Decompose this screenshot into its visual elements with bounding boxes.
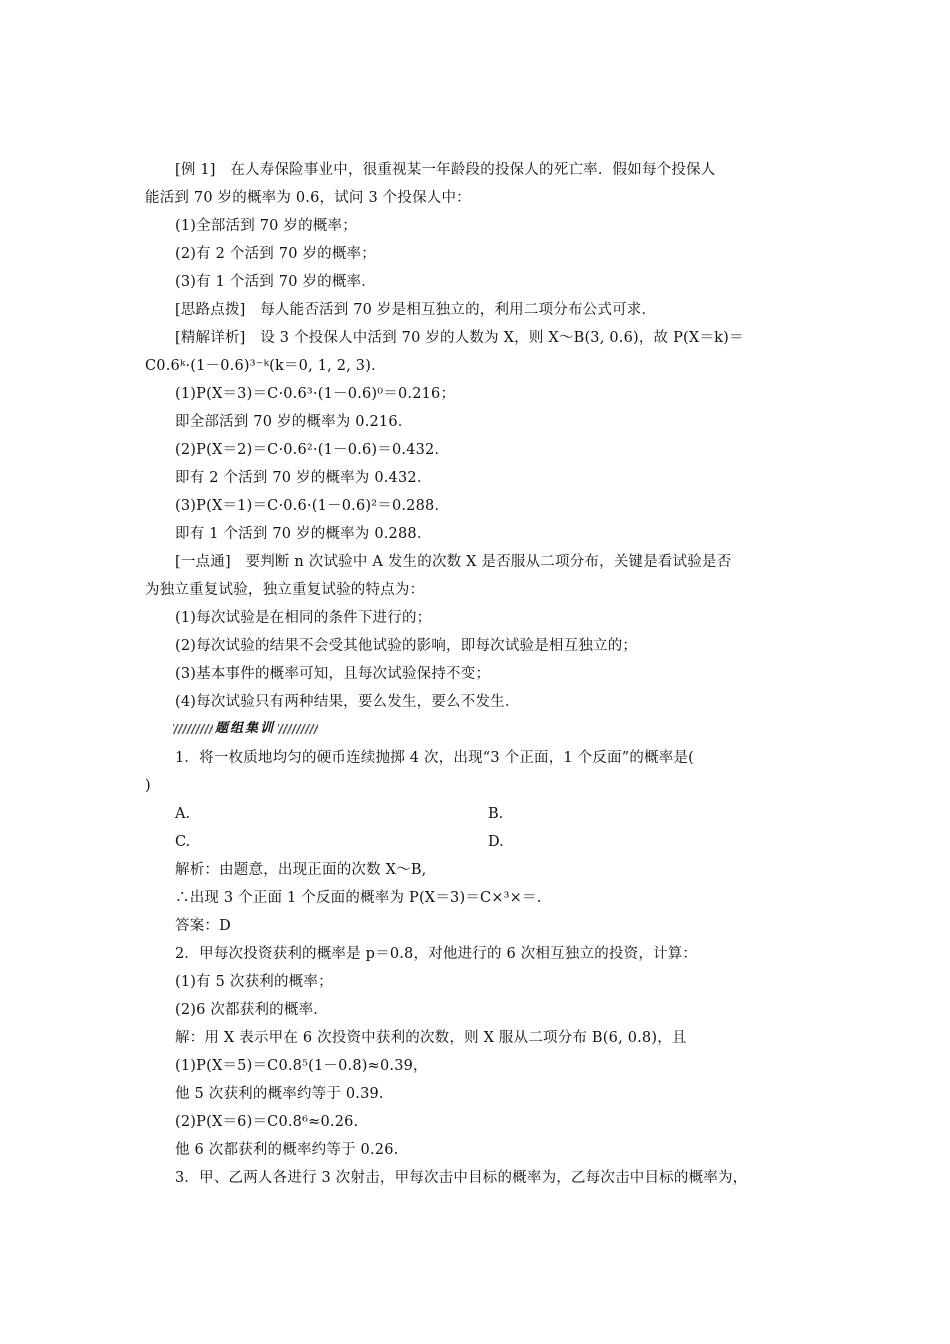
example1-step3-formula: (3)P(X＝1)＝C·0.6·(1－0.6)²＝0.288． (175, 498, 450, 514)
banner-hatch-left (173, 724, 213, 734)
problem2-question-1: (1)有 5 次获利的概率； (175, 974, 333, 990)
example1-step3-result: 即有 1 个活到 70 岁的概率为 0.288． (175, 526, 432, 542)
tips-point-2: (2)每次试验的结果不会受其他试验的影响，即每次试验是相互独立的； (175, 638, 638, 654)
problem2-question-2: (2)6 次都获利的概率． (175, 1002, 328, 1018)
example1-statement-line1: [例 1] 在人寿保险事业中，很重视某一年龄段的投保人的死亡率．假如每个投保人 (175, 162, 716, 178)
problem2-step2-result: 他 6 次都获利的概率约等于 0.26. (175, 1142, 399, 1158)
problem1-option-d: D. (488, 834, 504, 850)
tips-point-3: (3)基本事件的概率可知，且每次试验保持不变； (175, 666, 491, 682)
problem2-solution: 解：用 X 表示甲在 6 次投资中获利的次数，则 X 服从二项分布 B(6, 0.8)，且 (175, 1030, 687, 1046)
example1-hint: [思路点拨] 每人能否活到 70 岁是相互独立的，利用二项分布公式可求． (175, 302, 657, 318)
problem1-therefore: ∴出现 3 个正面 1 个反面的概率为 P(X＝3)＝C×³×＝. (175, 890, 542, 906)
example1-step2-result: 即有 2 个活到 70 岁的概率为 0.432． (175, 470, 432, 486)
problem1-analysis: 解析：由题意，出现正面的次数 X～B, (175, 862, 427, 878)
example1-statement-line2: 能活到 70 岁的概率为 0.6，试问 3 个投保人中： (145, 190, 471, 206)
example1-question-2: (2)有 2 个活到 70 岁的概率； (175, 246, 376, 262)
problem1-statement-line1: 1．将一枚质地均匀的硬币连续抛掷 4 次，出现“3 个正面，1 个反面”的概率是( (175, 750, 695, 766)
problem1-option-c: C. (175, 834, 191, 850)
problem2-step2-formula: (2)P(X＝6)＝C0.8⁶≈0.26. (175, 1114, 359, 1130)
section-banner (173, 720, 318, 738)
tips-point-4: (4)每次试验只有两种结果，要么发生，要么不发生． (175, 694, 520, 710)
problem1-answer: 答案：D (175, 918, 231, 934)
example1-step1-formula: (1)P(X＝3)＝C·0.6³·(1－0.6)⁰＝0.216； (175, 386, 456, 402)
problem2-statement: 2．甲每次投资获利的概率是 p＝0.8，对他进行的 6 次相互独立的投资，计算： (175, 946, 698, 962)
example1-solution-line1: [精解详析] 设 3 个投保人中活到 70 岁的人数为 X，则 X～B(3, 0.6)，故 P(X＝k)＝ (175, 330, 744, 346)
problem1-option-a: A. (175, 806, 191, 822)
tips-line1: [一点通] 要判断 n 次试验中 A 发生的次数 X 是否服从二项分布，关键是看试验是否 (175, 554, 732, 570)
problem1-option-b: B. (488, 806, 504, 822)
example1-solution-line2: C0.6ᵏ·(1－0.6)³⁻ᵏ(k＝0, 1, 2, 3)． (145, 358, 386, 374)
problem1-statement-line2: ) (145, 778, 151, 794)
example1-step1-result: 即全部活到 70 岁的概率为 0.216． (175, 414, 413, 430)
example1-question-3: (3)有 1 个活到 70 岁的概率． (175, 274, 376, 290)
banner-hatch-right (278, 724, 318, 734)
tips-point-1: (1)每次试验是在相同的条件下进行的； (175, 610, 432, 626)
example1-step2-formula: (2)P(X＝2)＝C·0.6²·(1－0.6)＝0.432． (175, 442, 450, 458)
problem3-statement: 3．甲、乙两人各进行 3 次射击，甲每次击中目标的概率为，乙每次击中目标的概率为， (175, 1170, 748, 1186)
problem2-step1-result: 他 5 次获利的概率约等于 0.39. (175, 1086, 384, 1102)
tips-line2: 为独立重复试验，独立重复试验的特点为： (145, 582, 425, 598)
banner-title: 题组集训 (215, 721, 276, 736)
problem2-step1-formula: (1)P(X＝5)＝C0.8⁵(1－0.8)≈0.39， (175, 1058, 428, 1074)
example1-question-1: (1)全部活到 70 岁的概率； (175, 218, 357, 234)
